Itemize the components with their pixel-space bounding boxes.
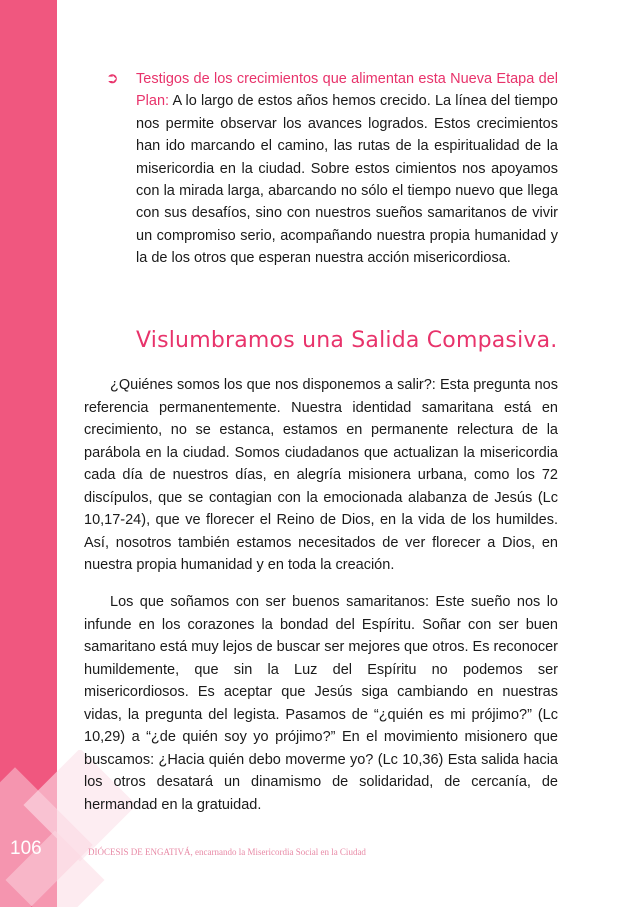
bullet-item [106, 68, 558, 270]
bullet-paragraph [136, 68, 558, 270]
paragraph-1: ¿Quiénes somos los que nos disponemos a salir?: Esta pregunta nos referencia permanentemente. Nuestra identidad samaritana está en crecimiento, no se estanca, estamos en permanente relectura de la parábola en la ciudad. Somos ciudadanos que actualizan la misericordia cada día de nuestros días, en alegría misionera urbana, como los 72 discípulos, que se contagian con la emocionada alabanza de Jesús (Lc 10,17-24), que ve florecer el Reino de Dios, en la vida de los humildes. Así, nosotros también estamos necesitados de ver florecer a Dios, en nuestra propia humanidad y en toda la creación. [84, 377, 558, 573]
section-title: Vislumbramos una Salida Compasiva. [136, 328, 558, 353]
page-number: 106 [10, 838, 42, 859]
bullet-text: A lo largo de estos años hemos crecido. La línea del tiempo nos permite observar los avances logrados. Estos crecimientos han ido marcando el camino, las rutas de la espiritualidad de la misericordia en la ciudad. Sobre estos cimientos nos apoyamos con la mirada larga, abarcando no sólo el tiempo nuevo que llega con sus desafíos, sino con nuestros sueños samaritanos de vivir un compromiso serio, acompañando nuestra propia humanidad y la de los otros que esperan nuestra acción misericordiosa. [136, 93, 558, 267]
footer-text: DIÓCESIS DE ENGATIVÁ, encarnando la Misericordia Social en la Ciudad [88, 847, 366, 857]
paragraph-2: Los que soñamos con ser buenos samaritanos: Este sueño nos lo infunde en los corazones la bondad del Espíritu. Soñar con ser buen samaritano está muy lejos de buscar ser mejores que otros. Es reconocer humildemente, que sin la Luz del Espíritu no podemos ser misericordiosos. Es aceptar que Jesús siga cambiando en nuestras vidas, la pregunta del legista. Pasamos de “¿quién es mi prójimo?” (Lc 10,29) a “¿de quién soy yo prójimo?” En el movimiento misionero que buscamos: ¿Hacia quién debo moverme yo? (Lc 10,36) Esta salida hacia los otros desatará un dinamismo de solidaridad, de cercanía, de hermandad en la gratuidad. [84, 594, 558, 813]
bullet-heading: Testigos de los crecimientos que alimentan esta Nueva Etapa del Plan: [136, 71, 558, 110]
arrow-bullet-icon: ➲ [106, 70, 119, 87]
